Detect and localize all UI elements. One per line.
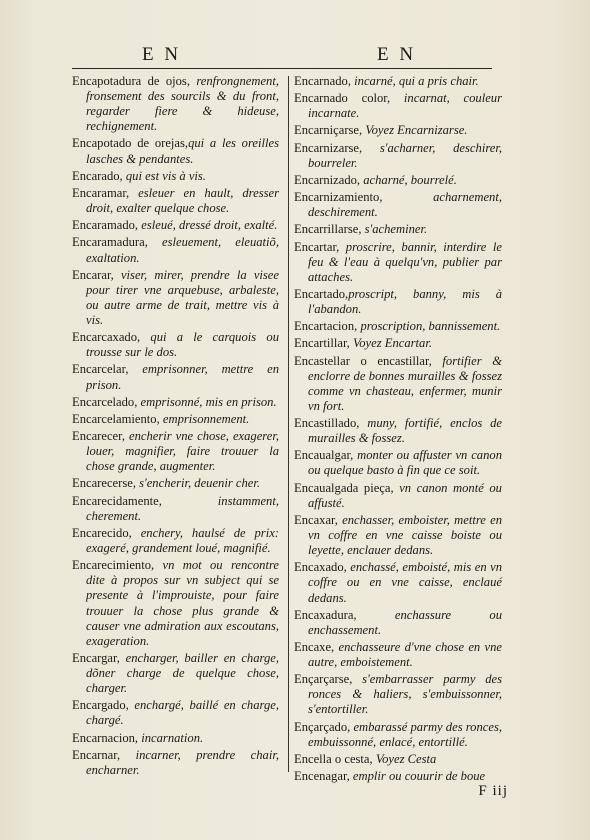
entry-definition: enchargé, baillé en charge, chargé. bbox=[86, 698, 279, 728]
dictionary-entry bbox=[72, 494, 279, 524]
entry-headword: Encarrillarse, bbox=[294, 222, 362, 237]
entry-definition: acharnement, deschirement. bbox=[308, 190, 502, 220]
dictionary-entry bbox=[294, 141, 502, 171]
dictionary-entry bbox=[294, 672, 502, 717]
dictionary-entry bbox=[72, 330, 279, 360]
dictionary-entry bbox=[72, 476, 279, 491]
entry-definition: proscription, bannissement. bbox=[357, 319, 501, 334]
entry-headword: Encarado, bbox=[72, 168, 123, 183]
entry-definition: incarnation. bbox=[138, 730, 204, 745]
dictionary-entry bbox=[72, 651, 279, 696]
entry-definition: incarné, qui a pris chair. bbox=[351, 74, 479, 88]
entry-headword: Encargado, bbox=[72, 698, 129, 713]
entry-definition: emprisonner, mettre en prison. bbox=[86, 362, 279, 392]
entry-definition: Voyez Encarnizarse. bbox=[362, 123, 468, 138]
entry-headword: Encarecerse, bbox=[72, 476, 136, 491]
entry-definition: s'encherir, deuenir cher. bbox=[135, 476, 261, 491]
entry-headword: Encenagar, bbox=[294, 769, 350, 784]
entry-definition: emprisonnement. bbox=[159, 411, 250, 426]
entry-headword: Encarcelamiento, bbox=[72, 411, 160, 426]
entry-headword: Encarcaxado, bbox=[72, 330, 141, 345]
dictionary-entry bbox=[72, 429, 279, 474]
entry-headword: Encapotado de orejas, bbox=[72, 136, 189, 151]
entry-definition: fortifier & enclorre de bonnes murailles & fossez comme vn chasteau, enfermer, munir vn fort. bbox=[308, 353, 502, 413]
dictionary-entry bbox=[294, 560, 502, 605]
entry-headword: Encarnizado, bbox=[294, 172, 361, 187]
entry-definition: viser, mirer, prendre la visee pour tirer vne arquebuse, arbaleste, ou autre arme de trait, mettre vis à vis. bbox=[86, 267, 279, 327]
entry-headword: Encarcelado, bbox=[72, 394, 138, 409]
dictionary-entry bbox=[294, 448, 502, 478]
entry-definition: renfrongnement, fronsement des sourcils & du front, regarder fiere & hideuse, rechignement. bbox=[86, 74, 279, 134]
dictionary-entry bbox=[72, 412, 279, 427]
entry-definition: enchassure ou enchassement. bbox=[308, 607, 502, 637]
entry-headword: Encartar, bbox=[294, 239, 340, 254]
entry-headword: Encaualgada pieça, bbox=[294, 480, 394, 495]
dictionary-entry bbox=[72, 395, 279, 410]
entry-headword: Encartado, bbox=[294, 286, 349, 301]
entry-definition: qui a le carquois ou trousse sur le dos. bbox=[86, 330, 279, 360]
entry-headword: Encarecido, bbox=[72, 525, 132, 540]
entry-headword: Encarnacion, bbox=[72, 730, 139, 745]
entry-definition: s'embarrasser parmy des ronces & haliers, s'embuissonner, s'entortiller. bbox=[308, 672, 502, 717]
dictionary-entry bbox=[294, 123, 502, 138]
entry-headword: Encaramadura, bbox=[72, 235, 148, 250]
entry-headword: Encarnizarse, bbox=[294, 140, 363, 155]
right-column bbox=[294, 74, 502, 786]
entry-definition: vn canon monté ou affusté. bbox=[308, 480, 502, 510]
left-column bbox=[72, 74, 279, 780]
dictionary-entry bbox=[294, 354, 502, 414]
entry-definition: vn mot ou rencontre dite à propos sur vn subject qui se presente à l'improuiste, pour faire trouuer la chose plus grande & causer vne admiration aux escoutans, exageration. bbox=[86, 558, 279, 648]
entry-headword: Encarniçarse, bbox=[294, 123, 363, 138]
entry-headword: Encarar, bbox=[72, 267, 114, 282]
entry-definition: proscript, banny, mis à l'abandon. bbox=[308, 286, 502, 317]
entry-headword: Encella o cesta, bbox=[294, 751, 373, 766]
entry-definition: instamment, cherement. bbox=[86, 493, 279, 523]
entry-definition: emprisonné, mis en prison. bbox=[137, 394, 277, 409]
dictionary-entry bbox=[294, 319, 502, 334]
dictionary-entry bbox=[72, 526, 279, 556]
entry-definition: esleué, dressé droit, exalté. bbox=[138, 218, 278, 233]
header-right: E N bbox=[377, 44, 417, 65]
dictionary-entry bbox=[294, 481, 502, 511]
entry-headword: Encaxado, bbox=[294, 560, 347, 575]
entry-headword: Encaramado, bbox=[72, 218, 139, 233]
dictionary-entry bbox=[72, 218, 279, 233]
dictionary-entry bbox=[294, 640, 502, 670]
dictionary-entry bbox=[294, 720, 502, 750]
entry-headword: Encaxadura, bbox=[294, 607, 357, 622]
column-divider bbox=[288, 76, 289, 772]
dictionary-entry bbox=[72, 235, 279, 265]
entry-headword: Encarcelar, bbox=[72, 362, 129, 377]
dictionary-entry bbox=[294, 190, 502, 220]
dictionary-entry bbox=[294, 752, 502, 767]
entry-definition: esleuement, eleuatiõ, exaltation. bbox=[86, 235, 279, 265]
dictionary-entry bbox=[294, 416, 502, 446]
entry-definition: enchasseure d'vne chose en vne autre, emboistement. bbox=[308, 639, 502, 670]
entry-definition: emplir ou couurir de boue bbox=[349, 769, 486, 784]
dictionary-entry bbox=[294, 769, 502, 784]
entry-headword: Encastillado, bbox=[294, 416, 360, 431]
entry-headword: Encastellar o encastillar, bbox=[294, 353, 432, 368]
dictionary-entry bbox=[72, 362, 279, 392]
entry-headword: Encarnizamiento, bbox=[294, 190, 383, 205]
entry-headword: Ençarçarse, bbox=[294, 672, 353, 687]
entry-definition: Voyez Cesta bbox=[372, 751, 437, 766]
dictionary-entry bbox=[72, 74, 279, 134]
entry-definition: incarnat, couleur incarnate. bbox=[308, 91, 503, 121]
dictionary-entry bbox=[72, 186, 279, 216]
entry-definition: enchassé, emboisté, mis en vn coffre ou en vne caisse, enclaué dedans. bbox=[308, 560, 502, 605]
entry-headword: Encartillar, bbox=[294, 336, 350, 351]
dictionary-entry bbox=[72, 268, 279, 328]
entry-headword: Encaxe, bbox=[294, 639, 335, 654]
dictionary-entry bbox=[294, 608, 502, 638]
entry-definition: Voyez Encartar. bbox=[349, 336, 432, 351]
entry-headword: Encargar, bbox=[72, 650, 120, 665]
entry-definition: embarassé parmy des ronces, embuissonné, enlacé, entortillé. bbox=[308, 719, 502, 749]
entry-definition: monter ou affuster vn canon ou quelque basto à fin que ce soit. bbox=[308, 448, 502, 478]
entry-headword: Encarecer, bbox=[72, 429, 125, 444]
dictionary-entry bbox=[294, 222, 502, 237]
entry-headword: Encarecimiento, bbox=[72, 558, 155, 573]
entry-definition: enchasser, emboister, mettre en vn coffre en vne caisse boiste ou leyette, enclauer dedans. bbox=[308, 512, 502, 558]
entry-definition: esleuer en hault, dresser droit, exalter quelque chose. bbox=[86, 185, 279, 216]
entry-headword: Encarnado color, bbox=[294, 91, 391, 106]
entry-headword: Encapotadura de ojos, bbox=[72, 74, 190, 88]
dictionary-entry bbox=[294, 240, 502, 285]
entry-headword: Encartacion, bbox=[294, 319, 358, 334]
dictionary-entry bbox=[72, 731, 279, 746]
running-header bbox=[72, 40, 492, 69]
entry-headword: Ençarçado, bbox=[294, 719, 351, 734]
entry-definition: s'acheminer. bbox=[361, 222, 428, 237]
dictionary-entry bbox=[72, 748, 279, 778]
entry-definition: muny, fortifié, enclos de murailles & fossez. bbox=[308, 416, 502, 446]
header-left: E N bbox=[142, 44, 182, 65]
entry-headword: Encarecidamente, bbox=[72, 493, 162, 508]
entry-headword: Encaramar, bbox=[72, 185, 130, 200]
entry-definition: qui est vis à vis. bbox=[122, 168, 206, 183]
entry-definition: proscrire, bannir, interdire le feu & l'eau à quelqu'vn, publier par attaches. bbox=[308, 239, 502, 284]
dictionary-entry bbox=[294, 91, 502, 121]
dictionary-entry bbox=[72, 136, 279, 166]
entry-definition: qui a les oreilles lasches & pendantes. bbox=[86, 136, 279, 166]
entry-definition: encharger, bailler en charge, dõner charge de quelque chose, charger. bbox=[86, 650, 279, 696]
signature-mark: F iij bbox=[478, 783, 508, 799]
entry-headword: Encaxar, bbox=[294, 512, 338, 527]
entry-definition: s'acharner, deschirer, bourreler. bbox=[308, 140, 502, 170]
dictionary-entry bbox=[294, 336, 502, 351]
dictionary-entry bbox=[72, 698, 279, 728]
entry-definition: incarner, prendre chair, encharner. bbox=[86, 747, 279, 777]
entry-headword: Encarnar, bbox=[72, 747, 121, 762]
entry-definition: acharné, bourrelé. bbox=[360, 172, 457, 187]
dictionary-entry bbox=[294, 513, 502, 558]
entry-definition: enchery, haulsé de prix: exageré, grandement loué, magnifié. bbox=[86, 525, 279, 556]
entry-definition: encherir vne chose, exagerer, louer, magnifier, faire trouuer la chose grande, augmenter. bbox=[86, 429, 279, 474]
dictionary-entry bbox=[294, 173, 502, 188]
entry-headword: Encarnado, bbox=[294, 74, 351, 88]
dictionary-entry bbox=[294, 74, 502, 89]
dictionary-entry bbox=[294, 287, 502, 317]
dictionary-entry bbox=[72, 169, 279, 184]
entry-headword: Encaualgar, bbox=[294, 448, 354, 463]
dictionary-entry bbox=[72, 558, 279, 649]
